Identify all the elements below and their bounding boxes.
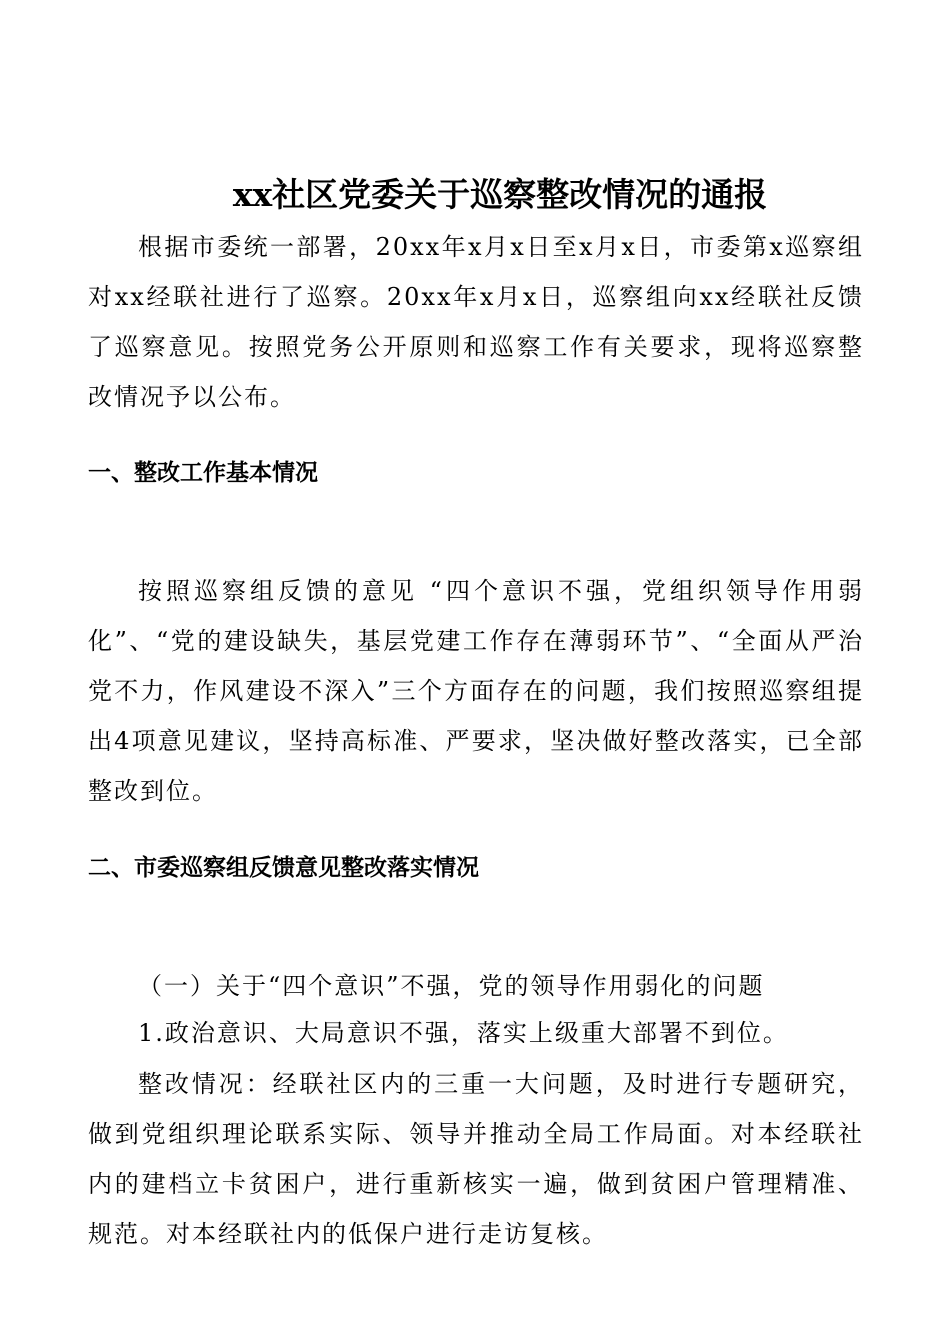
section-heading-2: 二、市委巡察组反馈意见整改落实情况 [88,855,479,881]
section1-paragraph: 按照巡察组反馈的意见 “四个意识不强，党组织领导作用弱化”、“党的建设缺失，基层党建工作存在薄弱环节”、“全面从严治党不力，作风建设不深入”三个方面存在的问题，我们按照巡察组提出4项意见建议，坚持高标准、严要求，坚决做好整改落实，已全部整改到位。 [88,577,864,805]
intro-paragraph: 根据市委统一部署，20xx年x月x日至x月x日，市委第x巡察组对xx经联社进行了巡察。20xx年x月x日，巡察组向xx经联社反馈了巡察意见。按照党务公开原则和巡察工作有关要求，现将巡察整改情况予以公布。 [88,233,864,411]
document-title: xx社区党委关于巡察整改情况的通报 [232,175,768,215]
rectification-paragraph: 整改情况：经联社区内的三重一大问题，及时进行专题研究，做到党组织理论联系实际、领导并推动全局工作局面。对本经联社内的建档立卡贫困户，进行重新核实一遍，做到贫困户管理精准、规范。对本经联社内的低保户进行走访复核。 [88,1070,864,1248]
subsection-heading-1: （一）关于“四个意识”不强，党的领导作用弱化的问题 [138,972,765,1000]
item-heading-1: 1.政治意识、大局意识不强，落实上级重大部署不到位。 [138,1019,789,1047]
section-heading-1: 一、整改工作基本情况 [88,460,318,486]
